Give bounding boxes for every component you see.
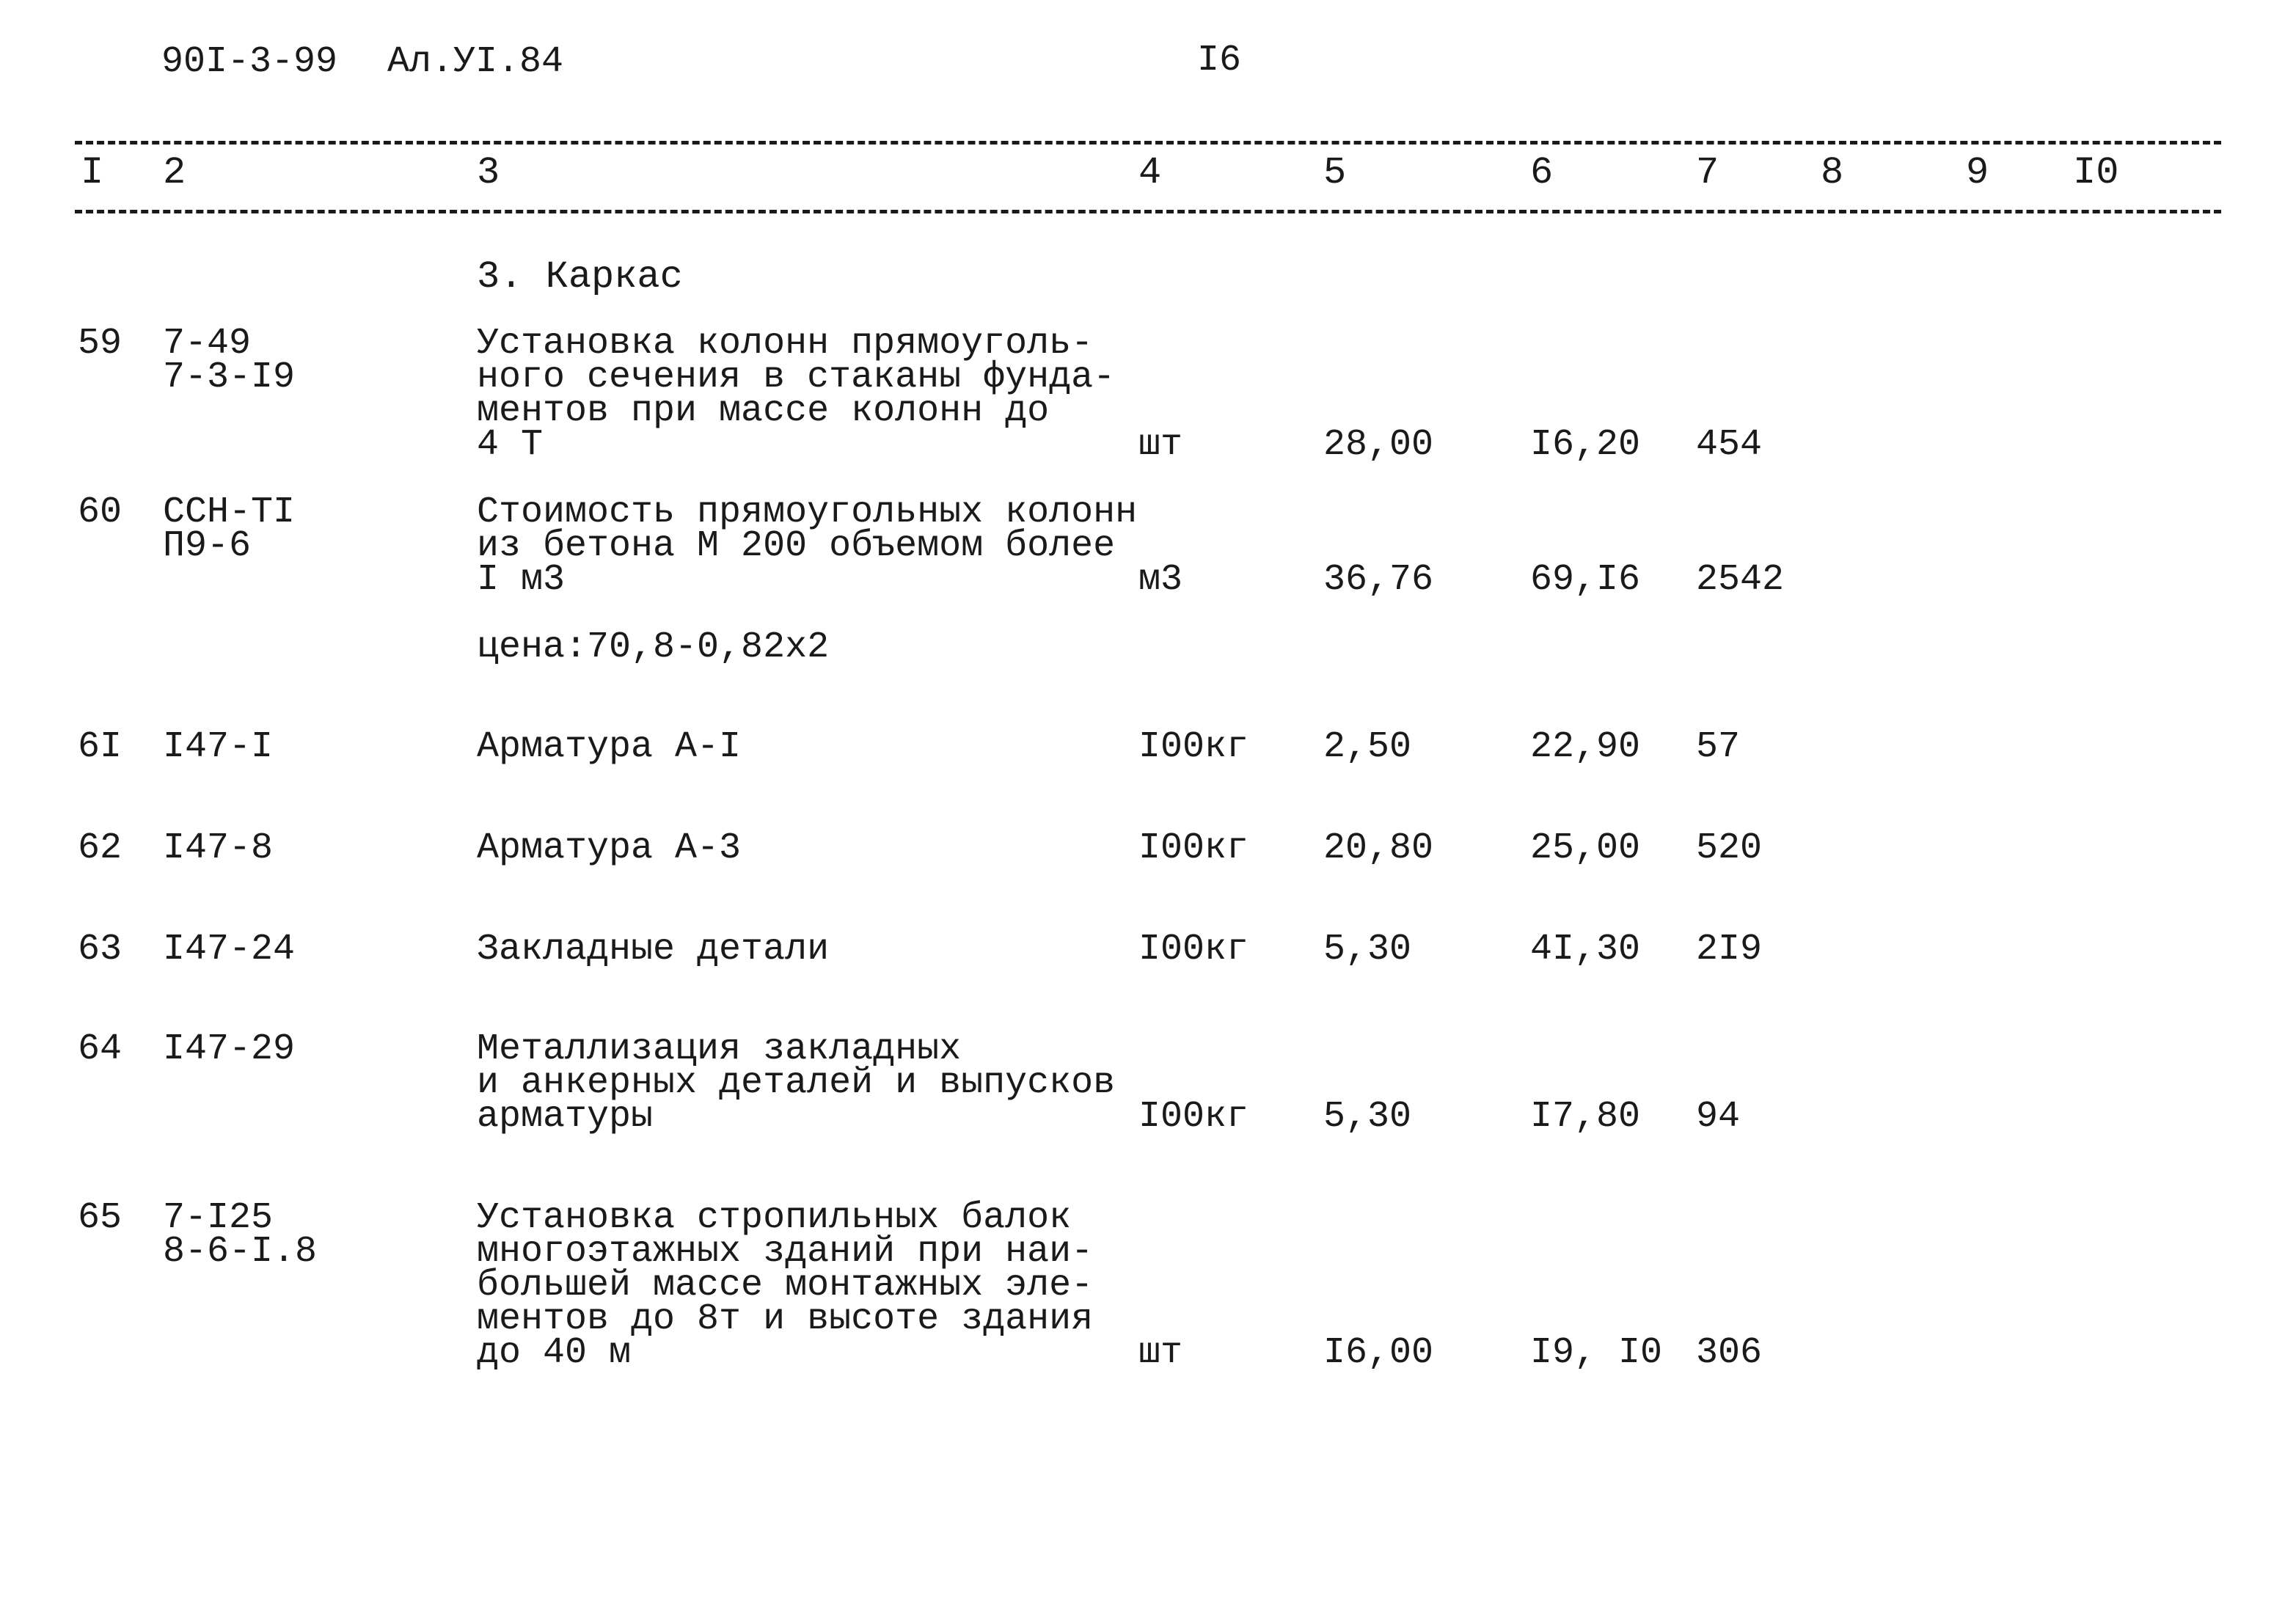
row-code: I47-I — [163, 726, 274, 768]
row-description: Арматура А-3 — [477, 827, 742, 869]
row-code: I47-24 — [163, 929, 296, 970]
row-price: I9, I0 — [1530, 1332, 1663, 1374]
table-header-rule — [75, 210, 2221, 213]
row-description: Стоимость прямоугольных колонн из бетона М 200 объемом более I м3 — [477, 491, 1138, 601]
row-price: 4I,30 — [1530, 929, 1641, 970]
row-total: 454 — [1696, 424, 1763, 466]
row-quantity: 20,80 — [1323, 827, 1434, 869]
column-header-5: 5 — [1323, 151, 1347, 194]
column-header-6: 6 — [1530, 151, 1554, 194]
row-description: Закладные детали — [477, 929, 830, 970]
row-total: 520 — [1696, 827, 1763, 869]
row-price: 69,I6 — [1530, 559, 1641, 601]
column-header-8: 8 — [1821, 151, 1844, 194]
row-quantity: 2,50 — [1323, 726, 1412, 768]
row-total: 2I9 — [1696, 929, 1763, 970]
album-number: Ал.УI.84 — [387, 41, 564, 83]
row-code: ССН-ТI П9-6 — [163, 491, 296, 567]
row-unit: шт — [1138, 424, 1183, 466]
column-header-9: 9 — [1966, 151, 1989, 194]
row-quantity: 28,00 — [1323, 424, 1434, 466]
row-quantity: I6,00 — [1323, 1332, 1434, 1374]
row-number: 60 — [78, 491, 123, 533]
column-header-3: 3 — [477, 151, 500, 194]
row-description: Арматура А-I — [477, 726, 742, 768]
row-total: 2542 — [1696, 559, 1785, 601]
column-header-7: 7 — [1696, 151, 1719, 194]
page-number: I6 — [1197, 40, 1242, 81]
row-number: 64 — [78, 1028, 123, 1070]
row-quantity: 5,30 — [1323, 1096, 1412, 1138]
column-header-4: 4 — [1138, 151, 1162, 194]
row-quantity: 5,30 — [1323, 929, 1412, 970]
row-number: 59 — [78, 323, 123, 365]
row-description: Металлизация закладных и анкерных деталей и выпусков арматуры — [477, 1028, 1116, 1138]
row-number: 62 — [78, 827, 123, 869]
row-number: 63 — [78, 929, 123, 970]
row-unit: I00кг — [1138, 1096, 1249, 1138]
row-quantity: 36,76 — [1323, 559, 1434, 601]
row-total: 94 — [1696, 1096, 1741, 1138]
row-code: I47-29 — [163, 1028, 296, 1070]
row-total: 306 — [1696, 1332, 1763, 1374]
row-unit: шт — [1138, 1332, 1183, 1374]
row-code: 7-49 7-3-I9 — [163, 323, 296, 398]
row-price: 22,90 — [1530, 726, 1641, 768]
row-unit: I00кг — [1138, 929, 1249, 970]
row-code: 7-I25 8-6-I.8 — [163, 1197, 318, 1273]
row-code: I47-8 — [163, 827, 274, 869]
row-unit: м3 — [1138, 559, 1183, 601]
row-description: Установка колонн прямоуголь- ного сечения в стаканы фунда- ментов при массе колонн до 4 Т — [477, 323, 1116, 466]
doc-code: 90I-3-99 — [161, 41, 338, 83]
row-total: 57 — [1696, 726, 1741, 768]
row-price-note: цена:70,8-0,82х2 — [477, 626, 830, 668]
table-top-rule — [75, 141, 2221, 145]
section-title: 3. Каркас — [477, 255, 683, 299]
row-unit: I00кг — [1138, 726, 1249, 768]
row-number: 6I — [78, 726, 123, 768]
row-price: 25,00 — [1530, 827, 1641, 869]
row-price: I7,80 — [1530, 1096, 1641, 1138]
row-unit: I00кг — [1138, 827, 1249, 869]
column-header-2: 2 — [163, 151, 186, 194]
row-description: Установка стропильных балок многоэтажных зданий при наи- большей массе монтажных эле- ментов до 8т и высоте здания до 40 м — [477, 1197, 1094, 1374]
row-number: 65 — [78, 1197, 123, 1239]
column-header-1: I — [81, 151, 104, 194]
row-price: I6,20 — [1530, 424, 1641, 466]
column-header-10: I0 — [2073, 151, 2119, 194]
